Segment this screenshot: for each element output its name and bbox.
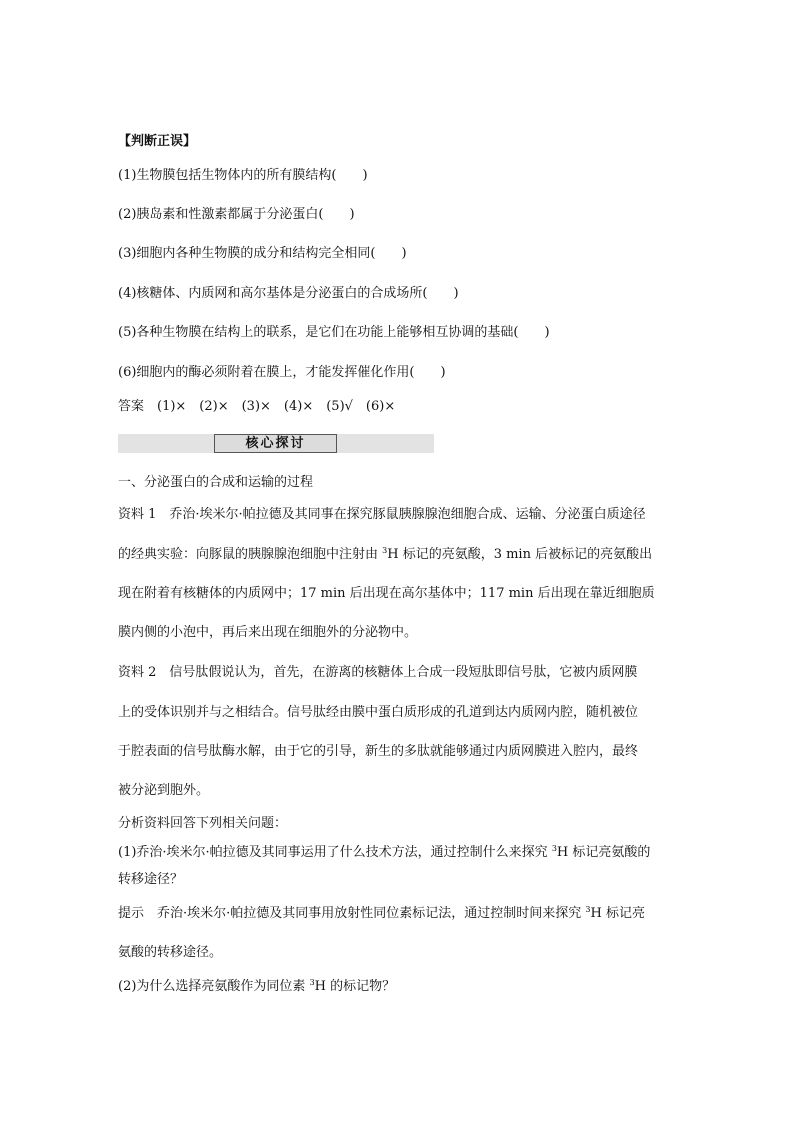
question-1: (1)乔治·埃米尔·帕拉德及其同事运用了什么技术方法，通过控制什么来探究 $^3$H 标记亮氨酸的 — [118, 844, 651, 860]
material1-line1: 资料 1 乔治·埃米尔·帕拉德及其同事在探究豚鼠胰腺腺泡细胞合成、运输、分泌蛋白质途径 — [118, 507, 646, 522]
analysis-intro: 分析资料回答下列相关问题： — [118, 816, 288, 831]
judge-item-5: (5)各种生物膜在结构上的联系，是它们在功能上能够相互协调的基础( ) — [118, 325, 550, 340]
section-banner — [118, 434, 434, 453]
hint-1: 提示 乔治·埃米尔·帕拉德及其同事用放射性同位素标记法，通过控制时间来探究 $^3$H 标记亮 — [118, 905, 645, 921]
material2-line2: 上的受体识别并与之相结合。信号肽经由膜中蛋白质形成的孔道到达内质网内腔，随机被位 — [118, 705, 639, 720]
material1-line4: 膜内侧的小泡中，再后来出现在细胞外的分泌物中。 — [118, 625, 418, 640]
judge-item-4: (4)核糖体、内质网和高尔基体是分泌蛋白的合成场所( ) — [118, 286, 459, 301]
material1-line2: 的经典实验：向豚鼠的胰腺腺泡细胞中注射由 $^3$H 标记的亮氨酸，3 min 后被标记的亮氨酸出 — [118, 546, 653, 562]
section-banner-title: 核心探讨 — [214, 434, 337, 453]
material1-line3: 现在附着有核糖体的内质网中；17 min 后出现在高尔基体中；117 min 后出现在靠近细胞质 — [118, 586, 655, 601]
judge-item-3: (3)细胞内各种生物膜的成分和结构完全相同( ) — [118, 246, 407, 261]
material2-line4: 被分泌到胞外。 — [118, 783, 210, 798]
judge-heading: 【判断正误】 — [118, 134, 197, 149]
section-title: 一、分泌蛋白的合成和运输的过程 — [118, 475, 314, 490]
judge-item-1: (1)生物膜包括生物体内的所有膜结构( ) — [118, 168, 368, 183]
material2-line1: 资料 2 信号肽假说认为，首先，在游离的核糖体上合成一段短肽即信号肽，它被内质网膜 — [118, 665, 638, 680]
judge-item-2: (2)胰岛素和性激素都属于分泌蛋白( ) — [118, 207, 355, 222]
judge-answer: 答案 (1)× (2)× (3)× (4)× (5)√ (6)× — [118, 399, 396, 414]
hint-1-cont: 氨酸的转移途径。 — [118, 945, 223, 960]
question-2: (2)为什么选择亮氨酸作为同位素 $^3$H 的标记物？ — [118, 978, 396, 994]
material2-line3: 于腔表面的信号肽酶水解，由于它的引导，新生的多肽就能够通过内质网膜进入腔内，最终 — [118, 744, 639, 759]
question-1-cont: 转移途径？ — [118, 872, 184, 887]
judge-item-6: (6)细胞内的酶必须附着在膜上，才能发挥催化作用( ) — [118, 365, 446, 380]
